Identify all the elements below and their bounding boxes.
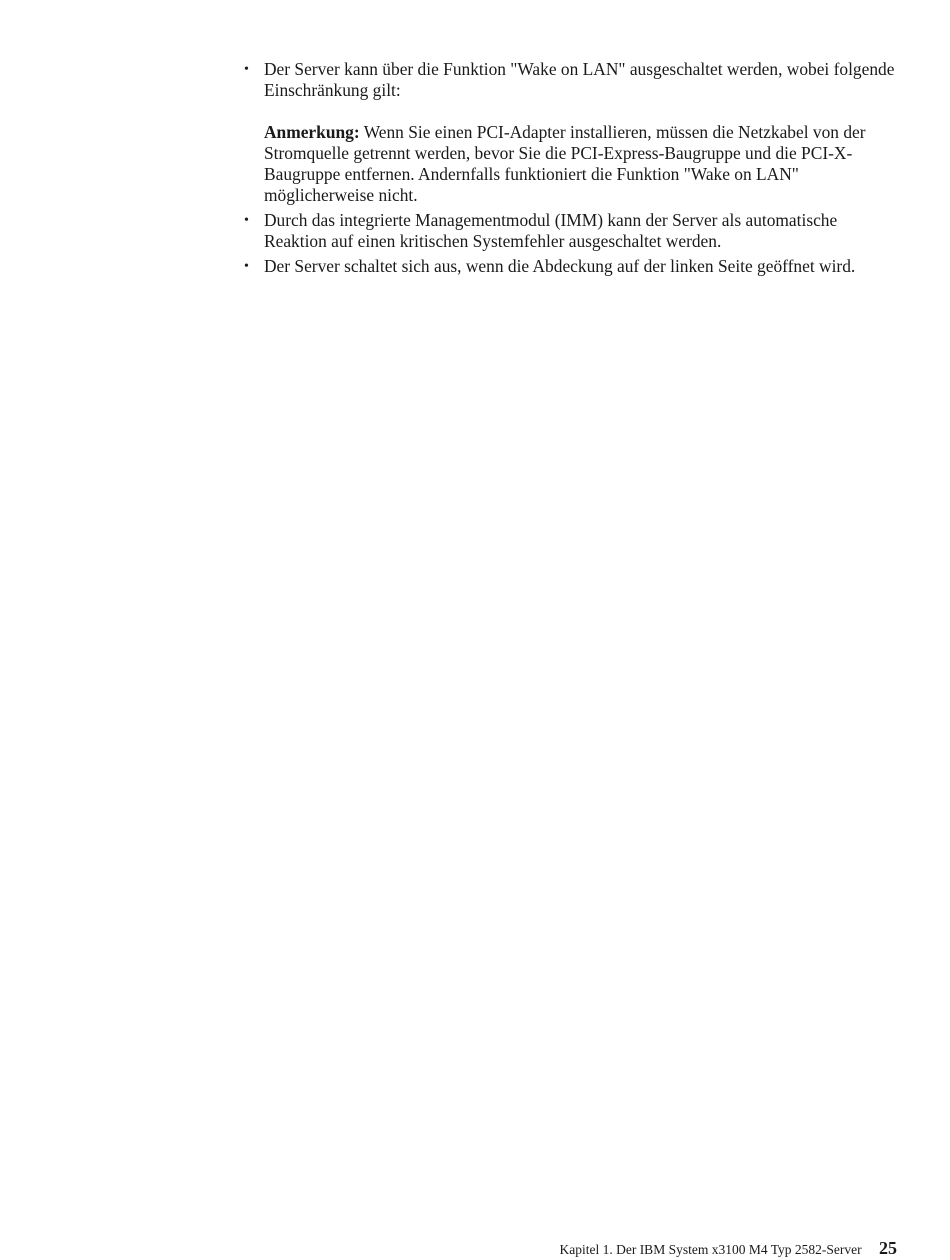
page-footer bbox=[559, 1238, 897, 1260]
bullet-marker: • bbox=[244, 213, 249, 228]
page-number: 25 bbox=[879, 1238, 897, 1258]
bullet-list bbox=[244, 59, 904, 277]
note-text: Wenn Sie einen PCI-Adapter installieren, müssen die Netzkabel von der Stromquelle getrennt werden, bevor Sie die PCI-Express-Baugruppe und die PCI-X-Baugruppe entfernen. Andernfalls funktioniert die Funktion "Wake on LAN" möglicherweise nicht. bbox=[264, 122, 866, 205]
list-item-text: Durch das integrierte Managementmodul (IMM) kann der Server als automatische Reaktion auf einen kritischen Systemfehler ausgeschaltet werden. bbox=[264, 210, 838, 251]
list-item-text: Der Server schaltet sich aus, wenn die Abdeckung auf der linken Seite geöffnet wird. bbox=[264, 256, 856, 276]
list-item bbox=[244, 59, 904, 206]
note-block bbox=[264, 122, 904, 206]
list-item bbox=[244, 210, 904, 252]
note-label: Anmerkung: bbox=[264, 122, 360, 142]
bullet-marker: • bbox=[244, 259, 249, 274]
list-item-text: Der Server kann über die Funktion "Wake on LAN" ausgeschaltet werden, wobei folgende Einschränkung gilt: bbox=[264, 59, 895, 100]
document-body bbox=[244, 59, 904, 281]
chapter-title: Kapitel 1. Der IBM System x3100 M4 Typ 2582-Server bbox=[559, 1242, 862, 1257]
bullet-marker: • bbox=[244, 62, 249, 77]
list-item bbox=[244, 256, 904, 277]
